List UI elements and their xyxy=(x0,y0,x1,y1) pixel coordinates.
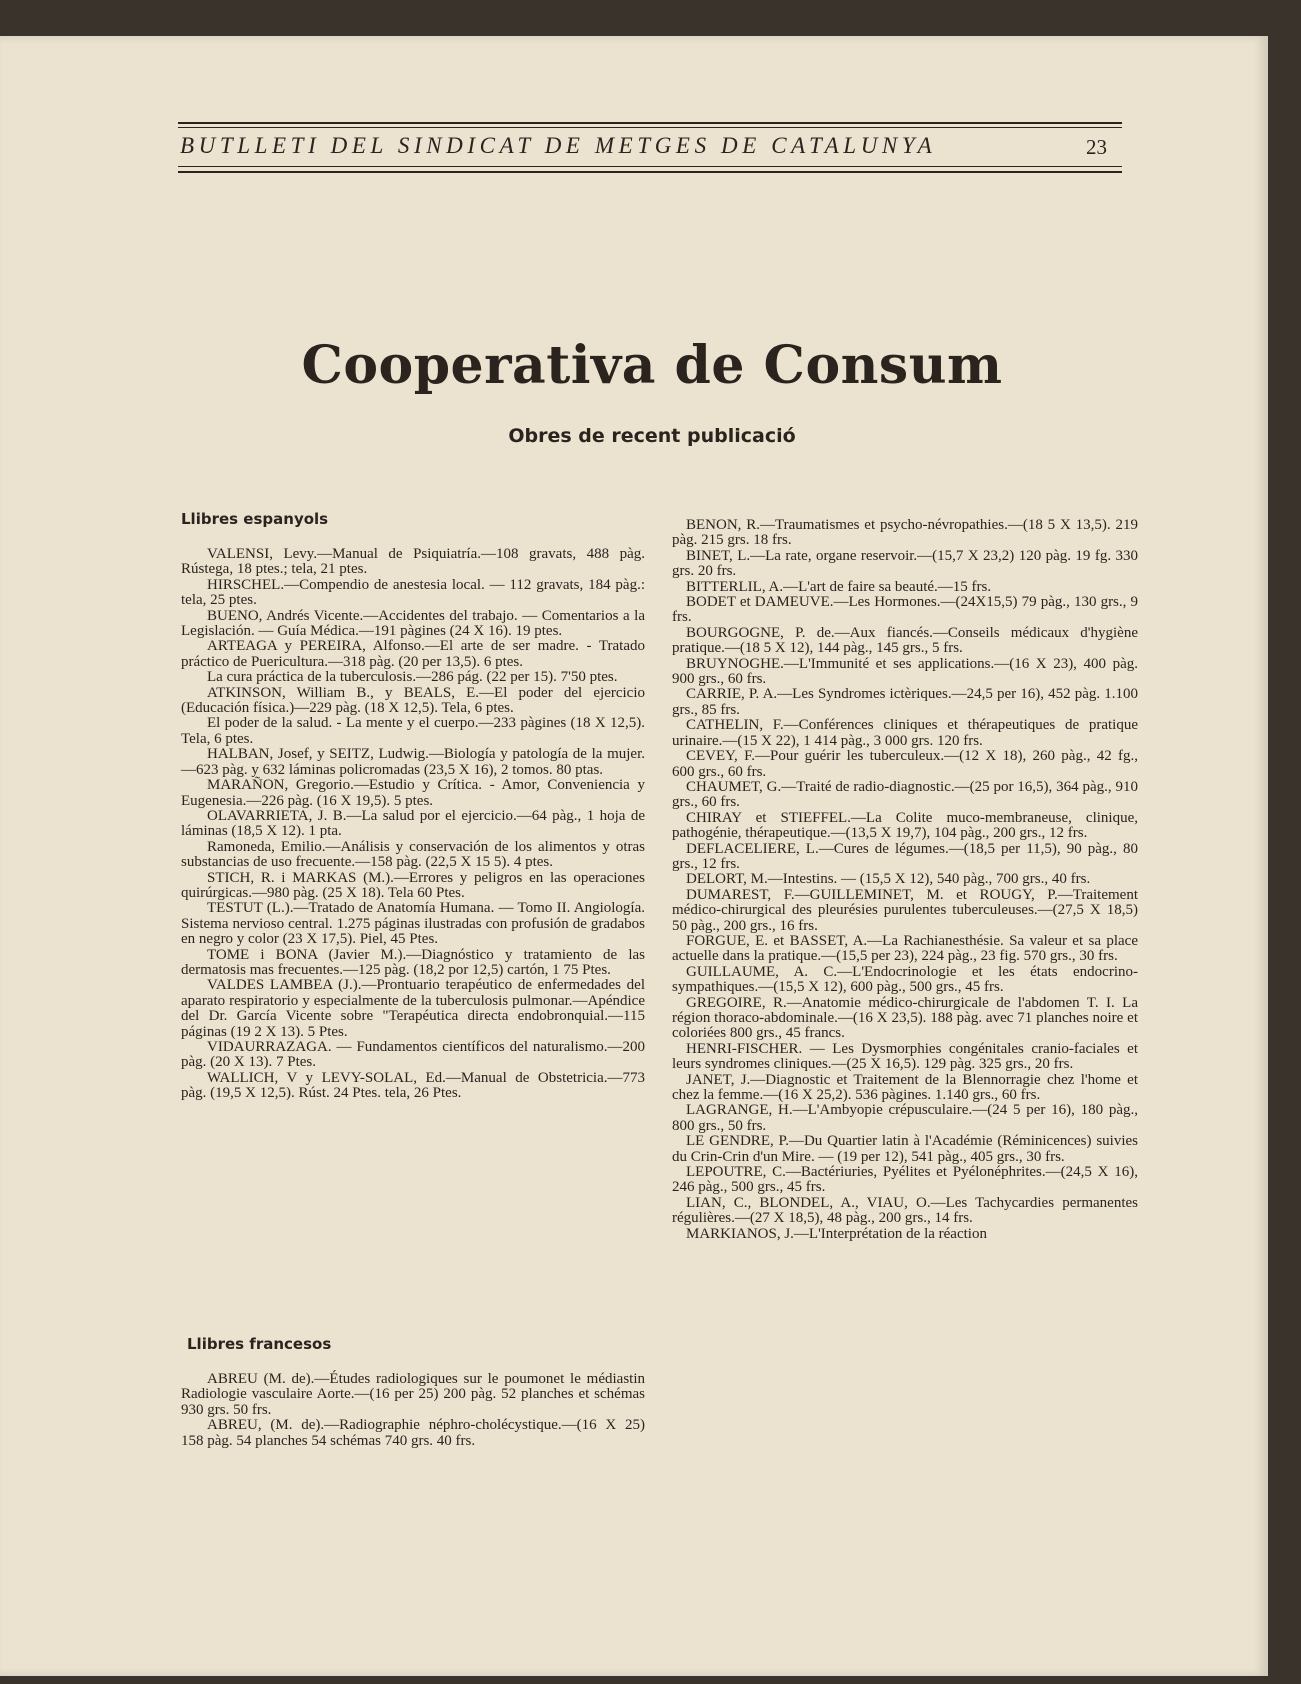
book-entry: CEVEY, F.—Pour guérir les tuberculeux.—(12 X 18), 260 pàg., 42 fg., 600 grs., 60 frs. xyxy=(672,748,1138,780)
header-rule-top-thin xyxy=(178,127,1122,128)
book-entry: JANET, J.—Diagnostic et Traitement de la Blennorragie chez l'home et chez la femme.—(16 X 25,2). 536 pàgines. 1.140 grs., 60 frs. xyxy=(672,1071,1138,1104)
book-entry: ATKINSON, William B., y BEALS, E.—El poder del ejercicio (Educación física.)—229 pàg. (18 X 12,5). Tela, 6 ptes. xyxy=(181,684,645,717)
book-entry: BRUYNOGHE.—L'Immunité et ses applications.—(16 X 23), 400 pàg. 900 grs., 60 frs. xyxy=(672,655,1138,688)
book-entry: STICH, R. i MARKAS (M.).—Errores y peligros en las operaciones quirúrgicas.—980 pàg. (25 X 18). Tela 60 Ptes. xyxy=(181,869,645,901)
book-entry: BOURGOGNE, P. de.—Aux fiancés.—Conseils médicaux d'hygiène pratique.—(18 5 X 12), 144 pàg., 145 grs., 5 frs. xyxy=(672,624,1138,657)
running-head: BUTLLETI DEL SINDICAT DE METGES DE CATALUNYA xyxy=(180,133,937,158)
french-book-list-left xyxy=(181,1372,645,1449)
header-rule-top xyxy=(178,122,1122,124)
spanish-book-list xyxy=(181,547,645,1102)
book-entry: BODET et DAMEUVE.—Les Hormones.—(24X15,5) 79 pàg., 130 grs., 9 frs. xyxy=(672,594,1138,626)
book-entry: TESTUT (L.).—Tratado de Anatomía Humana. — Tomo II. Angiología. Sistema nervioso central. 1.275 páginas ilustradas con profusión de gradabos en negro y color (23 X 17,5). Piel, 45 Ptes. xyxy=(181,900,645,948)
book-entry: ABREU, (M. de).—Radiographie néphro-cholécystique.—(16 X 25) 158 pàg. 54 planches 54 schémas 740 grs. 40 frs. xyxy=(181,1417,645,1449)
book-entry: GREGOIRE, R.—Anatomie médico-chirurgicale de l'abdomen T. I. La région thoraco-abdominale.—(16 X 23,5). 188 pàg. avec 71 planches noire et coloriées 800 grs., 45 francs. xyxy=(672,994,1138,1042)
book-entry: MARKIANOS, J.—L'Interprétation de la réaction xyxy=(686,1225,987,1242)
book-entry: BITTERLIL, A.—L'art de faire sa beauté.—15 frs. xyxy=(686,578,992,595)
header-rule-bottom-thin xyxy=(178,166,1122,167)
page-number: 23 xyxy=(1086,135,1107,159)
book-entry: OLAVARRIETA, J. B.—La salud por el ejercicio.—64 pàg., 1 hoja de láminas (18,5 X 12). 1 pta. xyxy=(181,807,645,840)
book-entry: VIDAURRAZAGA. — Fundamentos científicos del naturalismo.—200 pàg. (20 X 13). 7 Ptes. xyxy=(181,1039,645,1071)
book-entry: VALDES LAMBEA (J.).—Prontuario terapéutico de enfermedades del aparato respiratorio y especialmente de la tuberculosis pulmonar.—Apéndice del Dr. García Vicente sobre "Terapéutica directa endobronquial.—115 páginas (19 2 X 13). 5 Ptes. xyxy=(181,977,645,1040)
section-heading-spanish: Llibres espanyols xyxy=(181,510,329,528)
page-subtitle: Obres de recent publicació xyxy=(508,425,796,447)
book-entry: HALBAN, Josef, y SEITZ, Ludwig.—Biología y patología de la mujer.—623 pàg. y 632 láminas policromadas (23,5 X 16), 2 tomos. 80 ptas. xyxy=(181,746,645,778)
book-entry: DELORT, M.—Intestins. — (15,5 X 12), 540 pàg., 700 grs., 40 frs. xyxy=(686,871,1091,888)
section-heading-french: Llibres francesos xyxy=(187,1335,332,1353)
book-entry: BUENO, Andrés Vicente.—Accidentes del trabajo. — Comentarios a la Legislación. — Guía Médica.—191 pàgines (24 X 16). 19 ptes. xyxy=(181,607,645,640)
book-entry: LEPOUTRE, C.—Bactériuries, Pyélites et Pyélonéphrites.—(24,5 X 16), 246 pàg., 500 grs., 45 frs. xyxy=(672,1164,1138,1196)
book-entry: LIAN, C., BLONDEL, A., VIAU, O.—Les Tachycardies permanentes régulières.—(27 X 18,5), 48 pàg., 200 grs., 14 frs. xyxy=(672,1194,1138,1227)
book-entry: CATHELIN, F.—Conférences cliniques et thérapeutiques de pratique urinaire.—(15 X 22), 1 414 pàg., 3 000 grs. 120 frs. xyxy=(672,717,1138,749)
book-entry: La cura práctica de la tuberculosis.—286 pág. (22 per 15). 7'50 ptes. xyxy=(207,669,618,686)
book-entry: FORGUE, E. et BASSET, A.—La Rachianesthésie. Sa valeur et sa place actuelle dans la pratique.—(15,5 per 23), 224 pàg., 23 fig. 570 grs., 30 frs. xyxy=(672,932,1138,965)
book-entry: GUILLAUME, A. C.—L'Endocrinologie et les états endocrino-sympathiques.—(15,5 X 12), 600 pàg., 500 grs., 45 frs. xyxy=(672,963,1138,996)
book-entry: DEFLACELIERE, L.—Cures de légumes.—(18,5 per 11,5), 90 pàg., 80 grs., 12 frs. xyxy=(672,840,1138,872)
book-entry: CARRIE, P. A.—Les Syndromes ictèriques.—24,5 per 16), 452 pàg. 1.100 grs., 85 frs. xyxy=(672,686,1138,718)
book-entry: HIRSCHEL.—Compendio de anestesia local. — 112 gravats, 184 pàg.: tela, 25 ptes. xyxy=(181,576,645,609)
book-entry: VALENSI, Levy.—Manual de Psiquiatría.—108 gravats, 488 pàg. Rústega, 18 ptes.; tela, 21 ptes. xyxy=(181,546,645,578)
book-entry: HENRI-FISCHER. — Les Dysmorphies congénitales cranio-faciales et leurs syndromes cliniques.—(25 X 16,5). 129 pàg. 325 grs., 20 frs. xyxy=(672,1040,1138,1073)
book-entry: LAGRANGE, H.—L'Ambyopie crépusculaire.—(24 5 per 16), 180 pàg., 800 grs., 50 frs. xyxy=(672,1102,1138,1134)
book-entry: CHIRAY et STIEFFEL.—La Colite muco-membraneuse, clinique, pathogénie, thérapeutique.—(13,5 X 19,7), 104 pàg., 200 grs., 12 frs. xyxy=(672,809,1138,842)
book-entry: LE GENDRE, P.—Du Quartier latin à l'Académie (Réminicences) suivies du Crin-Crin d'un Mire. — (19 per 12), 541 pàg., 405 grs., 30 frs. xyxy=(672,1133,1138,1165)
book-entry: MARAÑON, Gregorio.—Estudio y Crítica. - Amor, Conveniencia y Eugenesia.—226 pàg. (16 X 19,5). 5 ptes. xyxy=(181,777,645,809)
book-entry: ABREU (M. de).—Études radiologiques sur le poumonet le médiastin Radiologie vasculaire Aorte.—(16 per 25) 200 pàg. 52 planches et schémas 930 grs. 50 frs. xyxy=(181,1371,645,1418)
header-rule-bottom xyxy=(178,171,1122,173)
book-entry: WALLICH, V y LEVY-SOLAL, Ed.—Manual de Obstetricia.—773 pàg. (19,5 X 12,5). Rúst. 24 Ptes. tela, 26 Ptes. xyxy=(181,1069,645,1102)
page-title: Cooperativa de Consum xyxy=(301,335,1003,396)
book-entry: Ramoneda, Emilio.—Análisis y conservación de los alimentos y otras substancias de uso frecuente.—158 pàg. (22,5 X 15 5). 4 ptes. xyxy=(181,838,645,871)
french-book-list-right xyxy=(672,518,1138,1242)
book-entry: DUMAREST, F.—GUILLEMINET, M. et ROUGY, P.—Traitement médico-chirurgical des pleurésies purulentes tuberculeuses.—(27,5 X 18,5) 50 pàg., 200 grs., 16 frs. xyxy=(672,886,1138,934)
book-entry: ARTEAGA y PEREIRA, Alfonso.—El arte de ser madre. - Tratado práctico de Puericultura.—318 pàg. (20 per 13,5). 6 ptes. xyxy=(181,638,645,670)
book-entry: BINET, L.—La rate, organe reservoir.—(15,7 X 23,2) 120 pàg. 19 fg. 330 grs. 20 frs. xyxy=(672,547,1138,580)
book-entry: El poder de la salud. - La mente y el cuerpo.—233 pàgines (18 X 12,5). Tela, 6 ptes. xyxy=(181,715,645,747)
book-entry: CHAUMET, G.—Traité de radio-diagnostic.—(25 por 16,5), 364 pàg., 910 grs., 60 frs. xyxy=(672,778,1138,811)
book-entry: TOME i BONA (Javier M.).—Diagnóstico y tratamiento de las dermatosis mas frecuentes.—125 pàg. (18,2 por 12,5) cartón, 1 75 Ptes. xyxy=(181,946,645,978)
book-entry: BENON, R.—Traumatismes et psycho-névropathies.—(18 5 X 13,5). 219 pàg. 215 grs. 18 frs. xyxy=(672,517,1138,549)
